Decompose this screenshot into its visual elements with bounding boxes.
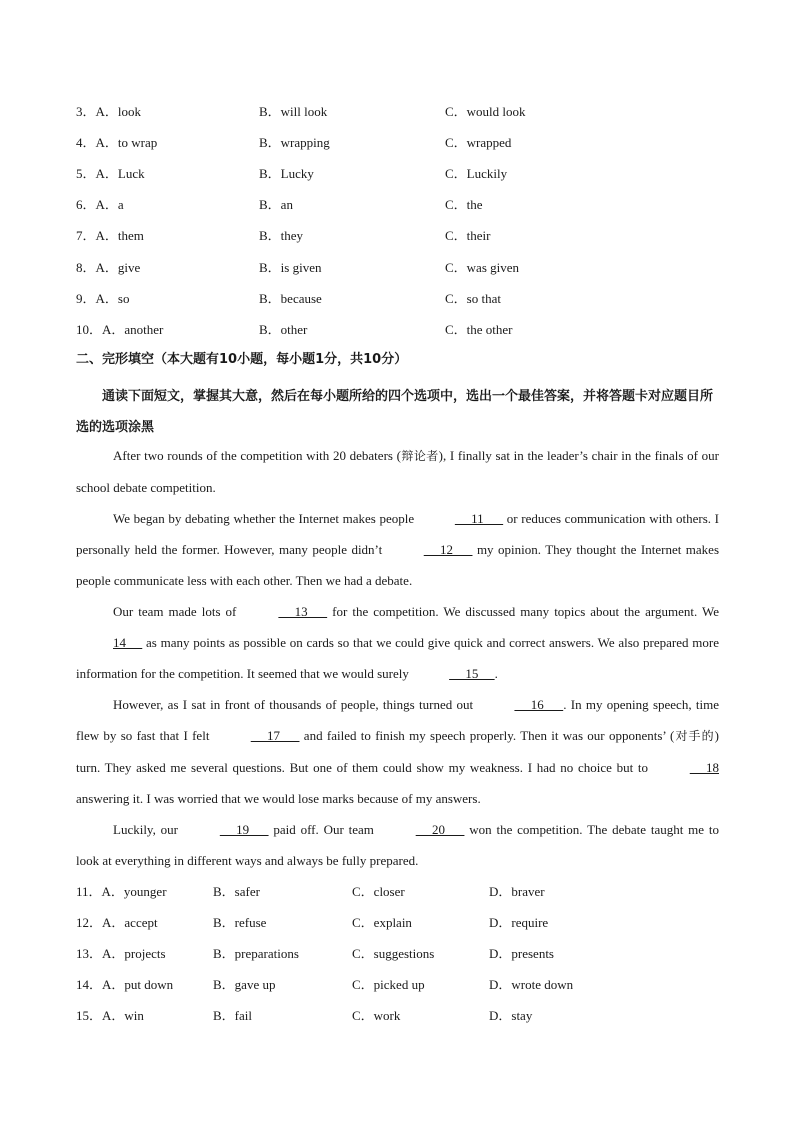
option-b: B．an [259,197,293,212]
option-b: B．other [259,322,308,337]
option-row-13 [76,944,716,964]
option-c: C．their [445,228,491,243]
passage-paragraph: However, as I sat in front of thousands of people, things turned out 16 . In my opening speech, time flew by so fast that I felt 17 and failed to finish my speech properly. Then it was our opponents’ (对手的) turn. They asked me several questions. But one of them could show my weakness. I had no choice but to 18 answering it. I was worried that we would lose marks because of my answers. [76,689,719,814]
blank-12: 12 [423,542,473,557]
blank-11: 11 [454,511,504,526]
option-a: 9．A．so [76,291,130,306]
chinese-gloss: 对手的 [674,729,715,743]
option-a: 6．A．a [76,197,124,212]
option-a: 10．A．another [76,322,164,337]
option-row-5 [76,164,716,184]
option-a: 14．A．put down [76,977,174,992]
option-a: 15．A．win [76,1008,144,1023]
option-b: B．safer [213,884,260,899]
option-b: B．gave up [213,977,276,992]
blank-16: 16 [514,697,564,712]
option-d: D．presents [489,946,554,961]
option-c: C．suggestions [352,946,435,961]
option-b: B．wrapping [259,135,330,150]
option-c: C．the [445,197,483,212]
blank-15: 15 [449,666,495,681]
option-b: B．refuse [213,915,267,930]
option-b: B．Lucky [259,166,314,181]
option-b: B．they [259,228,304,243]
option-d: D．require [489,915,549,930]
blank-14: 14 [113,635,143,650]
option-a: 8．A．give [76,260,141,275]
blank-20: 20 [415,822,465,837]
blank-18: 18 [689,760,719,775]
option-row-14 [76,975,716,995]
option-a: 4．A．to wrap [76,135,158,150]
option-row-15 [76,1006,716,1026]
option-row-11 [76,882,716,902]
option-c: C．closer [352,884,405,899]
option-b: B．preparations [213,946,299,961]
option-a: 11．A．younger [76,884,167,899]
option-a: 12．A．accept [76,915,158,930]
blank-19: 19 [219,822,269,837]
chinese-gloss: 辩论者 [400,449,439,463]
option-c: C．was given [445,260,520,275]
passage-paragraph: After two rounds of the competition with 20 debaters (辩论者), I finally sat in the leader’s chair in the finals of our school debate competition. [76,448,719,495]
option-c: C．wrapped [445,135,512,150]
option-row-12 [76,913,716,933]
option-c: C．explain [352,915,412,930]
option-c: C．work [352,1008,401,1023]
passage-paragraph: Our team made lots of 13 for the competition. We discussed many topics about the argument. We 14 as many points as possible on cards so that we could give quick and correct answers. We also prepared more information for the competition. It seemed that we would surely 15 . [76,596,719,689]
option-d: D．wrote down [489,977,574,992]
option-a: 13．A．projects [76,946,166,961]
option-row-10 [76,320,716,340]
blank-13: 13 [278,604,328,619]
passage-paragraph: Luckily, our 19 paid off. Our team 20 won the competition. The debate taught me to look at everything in different ways and always be fully prepared. [76,814,719,876]
section-instruction: 通读下面短文，掌握其大意，然后在每小题所给的四个选项中，选出一个最佳答案，并将答题卡对应题目所选的选项涂黑 [76,389,714,435]
option-c: C．Luckily [445,166,508,181]
option-row-6 [76,195,716,215]
passage-paragraph: We began by debating whether the Internet makes people 11 or reduces communication with others. I personally held the former. However, many people didn’t 12 my opinion. They thought the Internet makes people communicate less with each other. Then we had a debate. [76,503,719,596]
blank-17: 17 [250,728,300,743]
option-a: 5．A．Luck [76,166,145,181]
option-row-4 [76,133,716,153]
option-a: 7．A．them [76,228,144,243]
option-c: C．so that [445,291,501,306]
option-row-3 [76,102,716,122]
option-c: C．would look [445,104,526,119]
option-row-7 [76,226,716,246]
option-row-9 [76,289,716,309]
cloze-passage [76,440,719,876]
section-title: 二、完形填空（本大题有10小题，每小题1分，共10分） [76,352,408,367]
option-b: B．will look [259,104,328,119]
option-b: B．fail [213,1008,252,1023]
option-row-8 [76,258,716,278]
option-b: B．is given [259,260,322,275]
option-d: D．braver [489,884,545,899]
option-c: C．the other [445,322,513,337]
option-b: B．because [259,291,322,306]
option-a: 3．A．look [76,104,142,119]
option-c: C．picked up [352,977,425,992]
option-d: D．stay [489,1008,533,1023]
